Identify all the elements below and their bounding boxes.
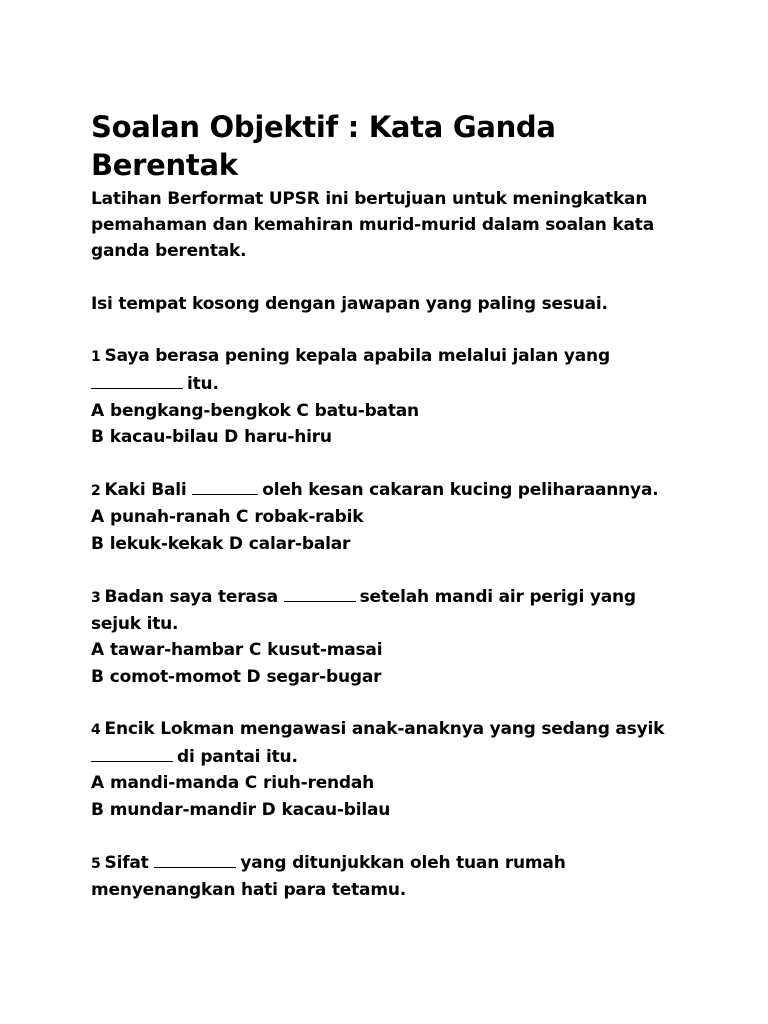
question-text-after: itu.	[187, 374, 219, 395]
option-letter: A	[91, 507, 104, 528]
question-text-before: Saya berasa pening kepala apabila melalui jalan yang	[104, 346, 610, 367]
option-row	[91, 637, 691, 663]
option-text: mundar-mandir	[109, 799, 256, 820]
option-letter: C	[296, 400, 309, 421]
spacer	[91, 317, 691, 343]
option-text: robak-rabik	[254, 507, 364, 528]
option-letter: A	[91, 640, 104, 661]
option-row	[91, 398, 691, 424]
option-text: kacau-bilau	[281, 799, 391, 820]
option-text: kusut-masai	[267, 640, 383, 661]
option-letter: D	[246, 666, 261, 687]
option-letter: D	[224, 426, 239, 447]
intro-paragraph: Latihan Berformat UPSR ini bertujuan untuk meningkatkan pemahaman dan kemahiran murid-murid dalam soalan kata ganda berentak.	[91, 189, 655, 262]
option-row	[91, 531, 691, 557]
option-letter: D	[228, 533, 243, 554]
option-text: riuh-rendah	[263, 773, 375, 794]
option-text: calar-balar	[248, 533, 351, 554]
option-letter: D	[261, 799, 276, 820]
question-text-after: setelah mandi air perigi yang sejuk itu.	[91, 586, 636, 635]
option-text: mandi-manda	[109, 773, 240, 794]
option-letter: B	[91, 533, 104, 554]
question-stem	[91, 716, 691, 770]
question-text-before: Badan saya terasa	[104, 586, 278, 607]
option-row	[91, 797, 691, 823]
question-stem	[91, 476, 691, 504]
question-number: 2	[91, 483, 101, 500]
question-number: 4	[91, 721, 101, 738]
question-number: 5	[91, 855, 101, 872]
option-letter: C	[248, 640, 262, 661]
question-stem	[91, 343, 691, 397]
question-number: 1	[91, 349, 101, 366]
answer-blank[interactable]	[284, 583, 356, 602]
question-number: 3	[91, 589, 101, 606]
question-1	[91, 343, 691, 450]
spacer	[91, 823, 691, 849]
spacer	[91, 265, 691, 291]
question-text-before: Sifat	[104, 852, 149, 873]
option-row	[91, 424, 691, 450]
option-letter: A	[91, 773, 104, 794]
question-stem	[91, 583, 691, 637]
question-4	[91, 716, 691, 823]
option-text: kacau-bilau	[109, 426, 219, 447]
page-title: Soalan Objektif : Kata Ganda Berentak	[91, 110, 556, 182]
question-text-before: Encik Lokman mengawasi anak-anaknya yang sedang asyik	[104, 718, 665, 739]
answer-blank[interactable]	[91, 370, 183, 389]
option-row	[91, 504, 691, 530]
question-text-before: Kaki Bali	[104, 480, 187, 501]
option-letter: B	[91, 666, 104, 687]
instruction: Isi tempat kosong dengan jawapan yang paling sesuai.	[91, 293, 608, 314]
answer-blank[interactable]	[154, 849, 236, 868]
option-letter: C	[244, 773, 258, 794]
question-2	[91, 476, 691, 557]
document-page	[91, 108, 691, 903]
question-5	[91, 849, 691, 903]
option-letter: B	[91, 799, 104, 820]
question-text-after: oleh kesan cakaran kucing peliharaannya.	[262, 480, 659, 501]
spacer	[91, 450, 691, 476]
spacer	[91, 690, 691, 716]
option-text: tawar-hambar	[109, 640, 244, 661]
option-text: batu-batan	[314, 400, 419, 421]
answer-blank[interactable]	[91, 743, 173, 762]
option-row	[91, 664, 691, 690]
option-text: comot-momot	[109, 666, 241, 687]
option-letter: C	[236, 507, 249, 528]
option-letter: A	[91, 400, 104, 421]
spacer	[91, 557, 691, 583]
question-3	[91, 583, 691, 690]
answer-blank[interactable]	[192, 476, 258, 495]
option-row	[91, 770, 691, 796]
question-stem	[91, 849, 691, 903]
option-text: bengkang-bengkok	[109, 400, 291, 421]
option-text: haru-hiru	[244, 426, 332, 447]
option-text: segar-bugar	[266, 666, 382, 687]
option-text: punah-ranah	[109, 507, 231, 528]
question-text-after: yang ditunjukkan oleh tuan rumah menyenangkan hati para tetamu.	[91, 852, 566, 901]
option-letter: B	[91, 426, 104, 447]
question-text-after: di pantai itu.	[177, 747, 298, 768]
option-text: lekuk-kekak	[109, 533, 224, 554]
